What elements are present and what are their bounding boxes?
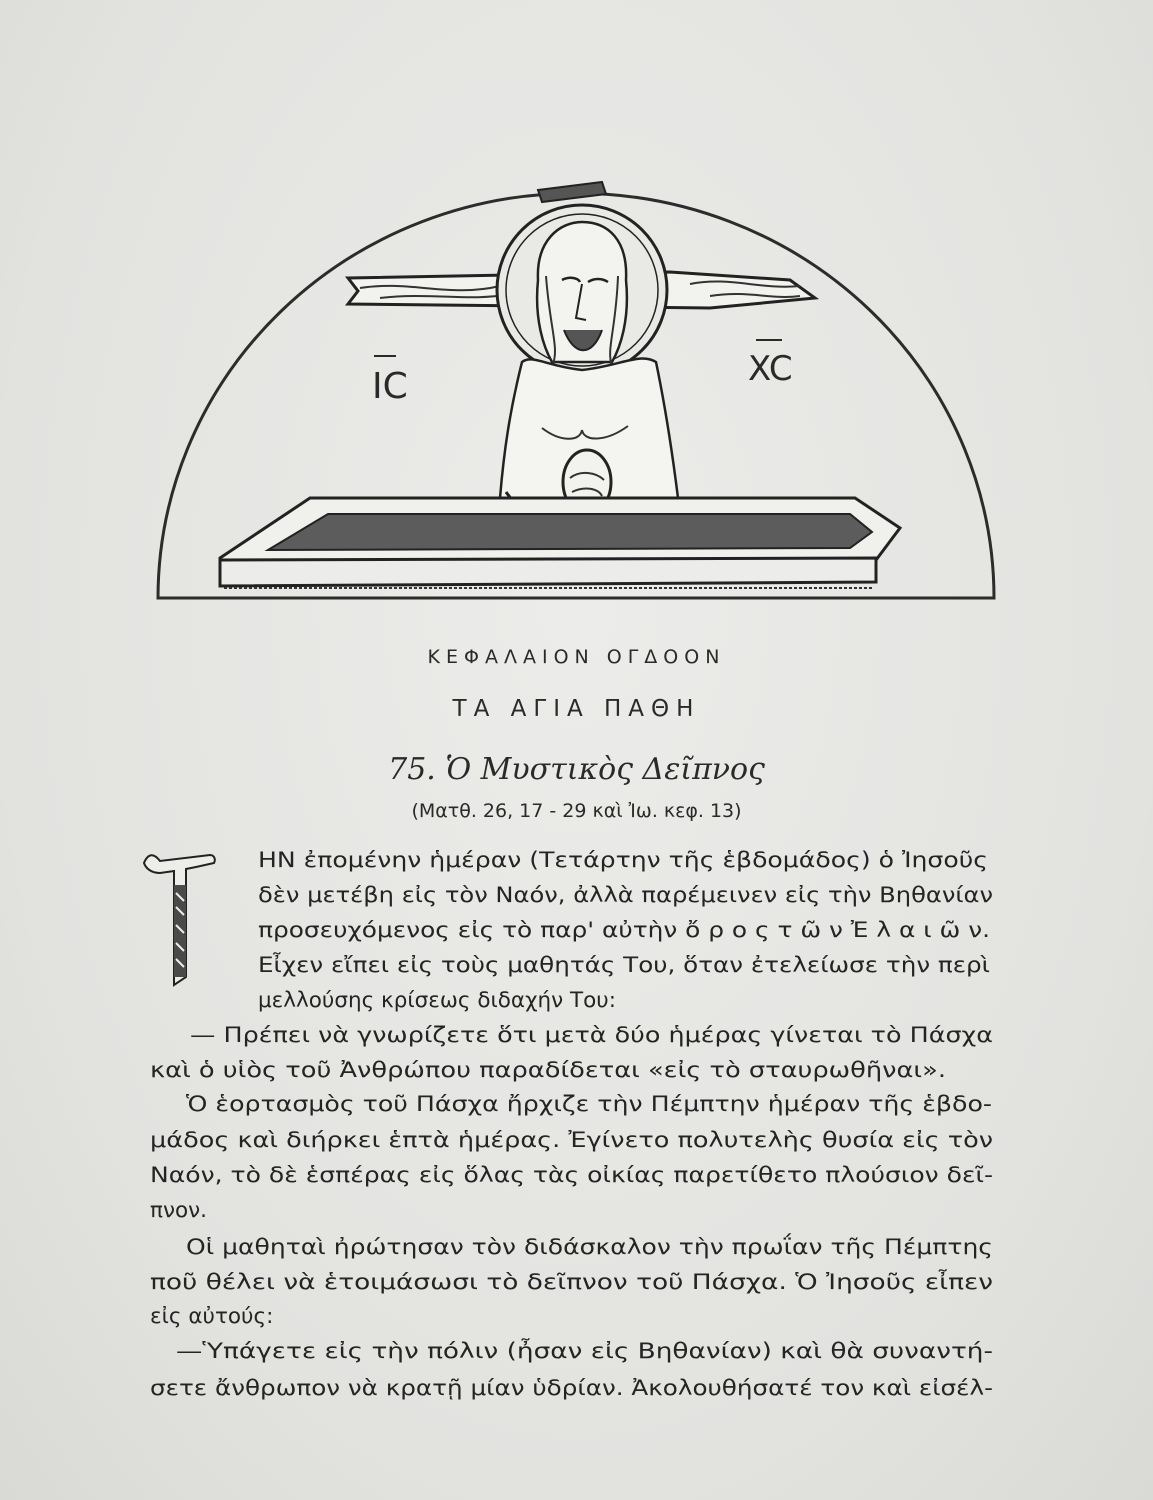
- body-line: Οἱ μαθηταὶ ἠρώτησαν τὸν διδάσκαλον τὴν πρωΐαν τῆς Πέμπτης: [186, 1235, 993, 1260]
- monogram-xc: XC: [748, 349, 793, 389]
- body-line: εἰς αὐτούς:: [150, 1304, 274, 1329]
- monogram-ic: IC: [372, 366, 408, 407]
- body-line: — Πρέπει νὰ γνωρίζετε ὅτι μετὰ δύο ἡμέρας γίνεται τὸ Πάσχα: [190, 1023, 993, 1048]
- body-line: Ναόν, τὸ δὲ ἑσπέρας εἰς ὅλας τὰς οἰκίας παρετίθετο πλούσιον δεῖ-: [150, 1163, 993, 1188]
- body-line: σετε ἄνθρωπον νὰ κρατῇ μίαν ὑδρίαν. Ἀκολουθήσατέ τον καὶ εἰσέλ-: [150, 1376, 993, 1401]
- body-line: Ὁ ἑορτασμὸς τοῦ Πάσχα ἤρχιζε τὴν Πέμπτην ἡμέραν τῆς ἑβδο-: [186, 1092, 992, 1117]
- decorated-drop-cap: [140, 845, 220, 995]
- body-line: ποῦ θέλει νὰ ἑτοιμάσωσι τὸ δεῖπνον τοῦ Πάσχα. Ὁ Ἰησοῦς εἶπεν: [150, 1270, 993, 1295]
- body-line: Εἶχεν εἴπει εἰς τοὺς μαθητάς Του, ὅταν ἐτελείωσε τὴν περὶ: [258, 953, 990, 978]
- lesson-heading: 75. Ὁ Μυστικὸς Δεῖπνος: [388, 752, 765, 787]
- lesson-reference: (Ματθ. 26, 17 - 29 καὶ Ἰω. κεφ. 13): [411, 800, 742, 822]
- section-title: ΤΑ ΑΓΙΑ ΠΑΘΗ: [452, 696, 701, 722]
- body-line: πνον.: [150, 1198, 207, 1223]
- body-line: μάδος καὶ διήρκει ἑπτὰ ἡμέρας. Ἐγίνετο πολυτελὴς θυσία εἰς τὸν: [150, 1128, 993, 1153]
- body-line: δὲν μετέβη εἰς τὸν Ναόν, ἀλλὰ παρέμεινεν εἰς τὴν Βηθανίαν: [258, 883, 993, 908]
- chapter-label: ΚΕΦΑΛΑΙΟΝ ΟΓΔΟΟΝ: [427, 646, 726, 668]
- christ-icon-illustration: [150, 180, 1002, 605]
- body-line: καὶ ὁ υἱὸς τοῦ Ἀνθρώπου παραδίδεται «εἰς τὸ σταυρωθῆναι».: [150, 1058, 946, 1083]
- body-line: ΗΝ ἐπομένην ἡμέραν (Τετάρτην τῆς ἑβδομάδος) ὁ Ἰησοῦς: [258, 848, 988, 873]
- body-line: μελλούσης κρίσεως διδαχήν Του:: [258, 988, 616, 1013]
- body-line: προσευχόμενος εἰς τὸ παρ' αὐτὴν ὄ ρ ο ς τ ῶ ν Ἐ λ α ι ῶ ν.: [258, 918, 990, 943]
- drop-cap-letter: Τ: [162, 995, 163, 996]
- body-line: —Ὑπάγετε εἰς τὴν πόλιν (ἦσαν εἰς Βηθανίαν) καὶ θὰ συναντή-: [176, 1339, 993, 1364]
